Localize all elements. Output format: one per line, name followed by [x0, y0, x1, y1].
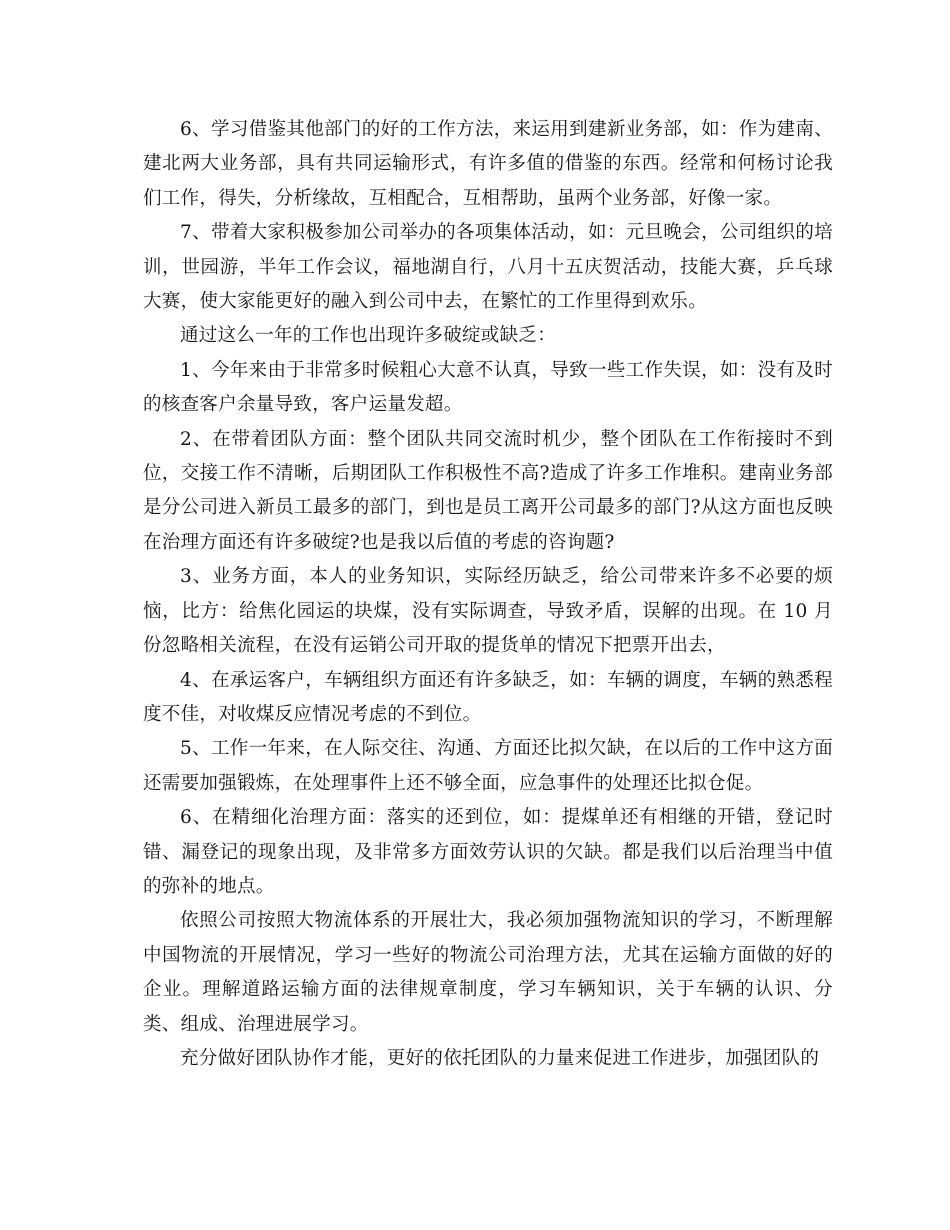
- paragraph-2: 7、带着大家积极参加公司举办的各项集体活动，如：元旦晚会，公司组织的培训，世园游，半年工作会议，福地湖自行，八月十五庆贺活动，技能大赛，乒乓球大赛，使大家能更好的融入到公司中去，在繁忙的工作里得到欢乐。: [143, 222, 833, 313]
- paragraph-9: 6、在精细化治理方面：落实的还到位，如：提煤单还有相继的开错，登记时错、漏登记的现象出现，及非常多方面效劳认识的欠缺。都是我们以后治理当中值的弥补的地点。: [143, 807, 833, 897]
- paragraph-7: 4、在承运客户，车辆组织方面还有许多缺乏，如：车辆的调度，车辆的熟悉程度不佳，对收煤反应情况考虑的不到位。: [143, 669, 833, 725]
- paragraph-8: 5、工作一年来，在人际交往、沟通、方面还比拟欠缺，在以后的工作中这方面还需要加强锻炼，在处理事件上还不够全面，应急事件的处理还比拟仓促。: [143, 738, 833, 794]
- paragraph-5: 2、在带着团队方面：整个团队共同交流时机少，整个团队在工作衔接时不到位，交接工作不清晰，后期团队工作积极性不高?造成了许多工作堆积。建南业务部是分公司进入新员工最多的部门，到也是员工离开公司最多的部门?从这方面也反映在治理方面还有许多破绽?也是我以后值的考虑的咨询题?: [143, 428, 833, 553]
- paragraph-1: 6、学习借鉴其他部门的好的工作方法，来运用到建新业务部，如：作为建南、建北两大业务部，具有共同运输形式，有许多值的借鉴的东西。经常和何杨讨论我们工作，得失，分析缘故，互相配合，互相帮助，虽两个业务部，好像一家。: [143, 119, 833, 209]
- paragraph-3: 通过这么一年的工作也出现许多破绽或缺乏：: [180, 325, 557, 347]
- paragraph-6: 3、业务方面，本人的业务知识，实际经历缺乏，给公司带来许多不必要的烦恼，比方：给焦化园运的块煤，没有实际调查，导致矛盾，误解的出现。在 10 月份忽略相关流程，在没有运销公司开取的提货单的情况下把票开出去，: [143, 566, 833, 657]
- paragraph-10: 依照公司按照大物流体系的开展壮大，我必须加强物流知识的学习，不断理解中国物流的开展情况，学习一些好的物流公司治理方法，尤其在运输方面做的好的企业。理解道路运输方面的法律规章制度，学习车辆知识，关于车辆的认识、分类、组成、治理进展学习。: [143, 910, 833, 1035]
- document-body: [143, 113, 833, 1076]
- paragraph-4: 1、今年来由于非常多时候粗心大意不认真，导致一些工作失误，如：没有及时的核查客户余量导致，客户运量发超。: [143, 359, 833, 416]
- paragraph-11: 充分做好团队协作才能，更好的依托团队的力量来促进工作进步，加强团队的: [180, 1047, 820, 1069]
